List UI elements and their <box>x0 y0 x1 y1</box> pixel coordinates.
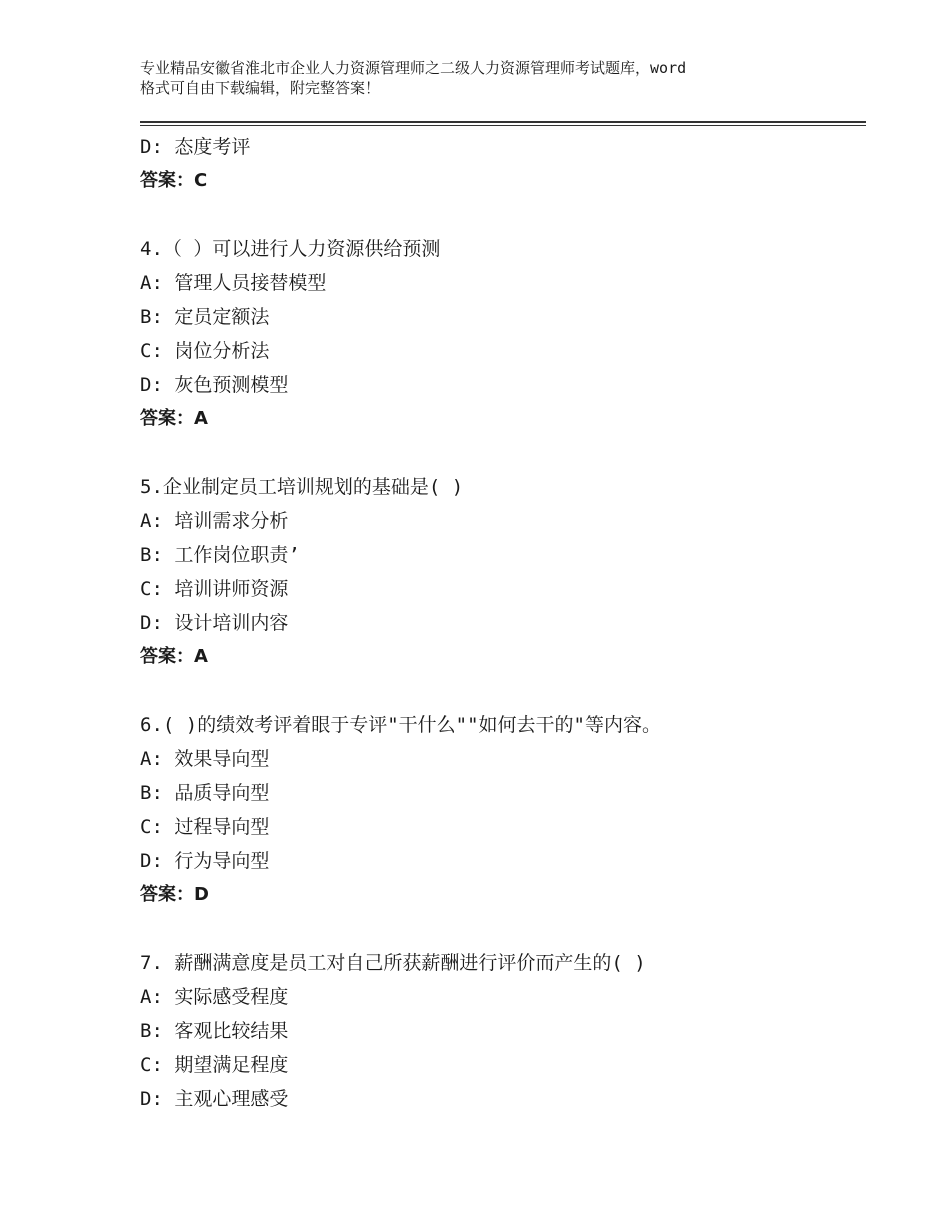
q5-option-c: C: 培训讲师资源 <box>140 578 289 600</box>
q4-option-d: D: 灰色预测模型 <box>140 374 289 396</box>
q7-option-a: A: 实际感受程度 <box>140 986 289 1008</box>
header-title-line-2: 格式可自由下载编辑，附完整答案！ <box>140 79 381 97</box>
q4-answer: 答案：A <box>140 408 208 429</box>
header-divider-thick <box>140 121 866 123</box>
q4-stem: 4.（ ）可以进行人力资源供给预测 <box>140 238 441 260</box>
q5-stem: 5.企业制定员工培训规划的基础是( ) <box>140 476 464 498</box>
document-header <box>140 58 840 98</box>
spacer <box>140 198 860 232</box>
q6-option-b: B: 品质导向型 <box>140 782 270 804</box>
q5-answer: 答案：A <box>140 646 208 667</box>
q5-option-b: B: 工作岗位职责’ <box>140 544 300 566</box>
q6-option-a: A: 效果导向型 <box>140 748 270 770</box>
header-title-line-1: 专业精品安徽省淮北市企业人力资源管理师之二级人力资源管理师考试题库，word <box>140 59 687 77</box>
question-list <box>140 130 860 1116</box>
q7-option-c: C: 期望满足程度 <box>140 1054 289 1076</box>
spacer <box>140 912 860 946</box>
q5-option-a: A: 培训需求分析 <box>140 510 289 532</box>
spacer <box>140 674 860 708</box>
header-divider-thin <box>140 125 866 126</box>
q3-answer: 答案：C <box>140 170 208 191</box>
q3-option-d: D: 态度考评 <box>140 136 251 158</box>
q5-option-d: D: 设计培训内容 <box>140 612 289 634</box>
q4-option-a: A: 管理人员接替模型 <box>140 272 327 294</box>
q4-option-b: B: 定员定额法 <box>140 306 270 328</box>
q6-stem: 6.( )的绩效考评着眼于专评"干什么""如何去干的"等内容。 <box>140 714 661 736</box>
q6-answer: 答案：D <box>140 884 209 905</box>
spacer <box>140 436 860 470</box>
q4-option-c: C: 岗位分析法 <box>140 340 270 362</box>
q7-option-d: D: 主观心理感受 <box>140 1088 289 1110</box>
q7-stem: 7. 薪酬满意度是员工对自己所获薪酬进行评价而产生的( ) <box>140 952 646 974</box>
q6-option-c: C: 过程导向型 <box>140 816 270 838</box>
q6-option-d: D: 行为导向型 <box>140 850 270 872</box>
q7-option-b: B: 客观比较结果 <box>140 1020 289 1042</box>
